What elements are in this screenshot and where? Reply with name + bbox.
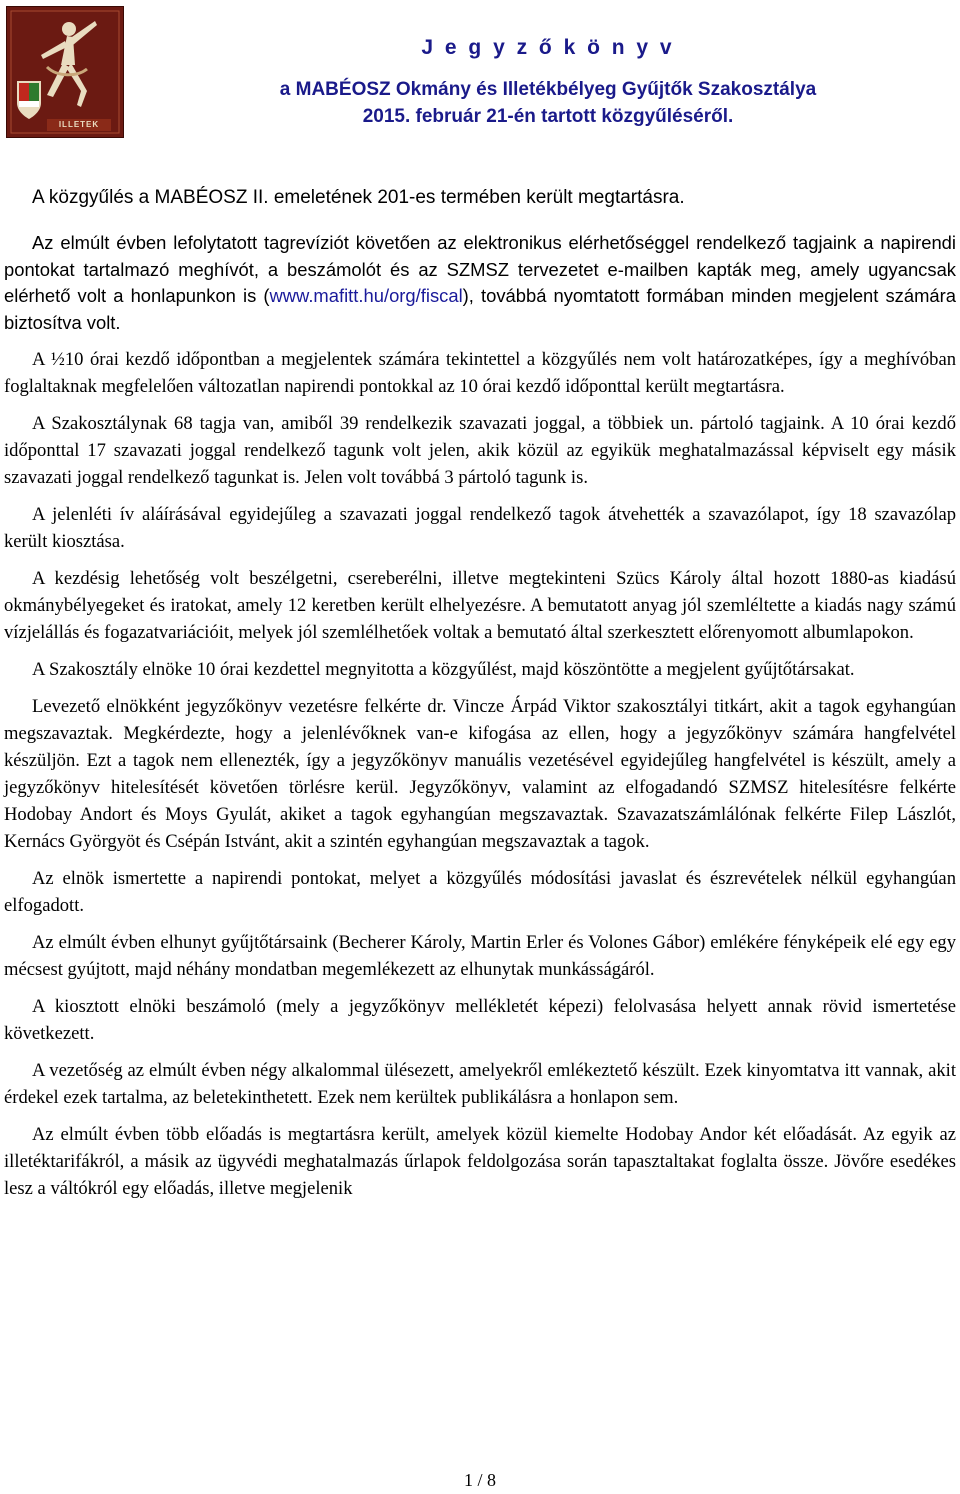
paragraph-9: Az elmúlt évben elhunyt gyűjtőtársaink (Becherer Károly, Martin Erler és Volones Gábor) emlékére fényképeik elé egy egy mécsest gyújtott, majd néhány mondatban megemlékezett az elhunytak munkásságáról. <box>4 932 956 980</box>
document-body <box>4 230 956 1212</box>
paragraph-8: Az elnök ismertette a napirendi pontokat, melyet a közgyűlés módosítási javaslat és észrevételek nélkül egyhangúan elfogadott. <box>4 868 956 916</box>
paragraph-4: A jelenléti ív aláírásával egyidejűleg a szavazati joggal rendelkező tagok átvehették a szavazólapot, így 18 szavazólap került kiosztása. <box>4 504 956 552</box>
paragraph-1-text-b: ), továbbá nyomtatott formában minden megjelent számára biztosítva volt. <box>4 285 956 333</box>
paragraph-3: A Szakosztálynak 68 tagja van, amiből 39 rendelkezik szavazati joggal, a többiek un. pártoló tagjaink. A 10 órai kezdő időponttal 17 szavazati joggal rendelkező tagunk volt jelen, akik közül az egyikük meghatalmazással képviselt egy másik szavazati joggal rendelkező tagunkat is. Jelen volt továbbá 3 pártoló tagunk is. <box>4 413 956 488</box>
subtitle-line-2: 2015. február 21-én tartott közgyűléséről. <box>362 106 734 127</box>
paragraph-6: A Szakosztály elnöke 10 órai kezdettel megnyitotta a közgyűlést, majd köszöntötte a megjelent gyűjtőtársakat. <box>32 659 855 680</box>
paragraph-11: A vezetőség az elmúlt évben négy alkalommal ülésezett, amelyekről emlékeztető készült. Ezek kinyomtatva itt vannak, akit érdekel ezek tartalma, az beletekinthetett. Ezek nem kerültek publikálásra a honlapon sem. <box>4 1060 956 1108</box>
honlap-link[interactable] <box>269 285 462 306</box>
paragraph-1-text-a: Az elmúlt évben lefolytatott tagrevíziót követően az elektronikus elérhetőséggel rendelkező tagjaink a napirendi pontokat tartalmazó meghívót, a beszámolót és az SZMSZ tervezetet e-mailben kapták meg, amely ugyancsak elérhető volt a honlapunkon is ( <box>4 232 956 306</box>
mabeosz-logo <box>6 6 124 138</box>
subtitle-line-1: a MABÉOSZ Okmány és Illetékbélyeg Gyűjtők Szakosztálya <box>279 79 817 100</box>
logo-label: ILLETEK <box>58 120 100 129</box>
paragraph-1 <box>4 230 956 336</box>
intro-line: A közgyűlés a MABÉOSZ II. emeletének 201-es termében került megtartásra. <box>32 187 685 208</box>
paragraph-12: Az elmúlt évben több előadás is megtartásra került, amelyek közül kiemelte Hodobay Andor két előadását. Az egyik az illetéktarifákról, a másik az ügyvédi meghatalmazás űrlapok feldolgozása során tapasztaltakat foglalta össze. Jövőre esedékes lesz a váltókról egy előadás, illetve megjelenik <box>4 1124 956 1199</box>
document-subtitle <box>150 76 946 130</box>
hermes-figure-illustration <box>7 7 123 137</box>
paragraph-2: A ½10 órai kezdő időpontban a megjelentek számára tekintettel a közgyűlés nem volt határozatképes, így a meghívóban foglaltaknak megfelelően változatlan napirendi pontokkal az 10 órai kezdő időponttal került megtartásra. <box>4 349 956 397</box>
link-domain: www.mafitt <box>269 285 359 306</box>
paragraph-10: A kiosztott elnöki beszámoló (mely a jegyzőkönyv mellékletét képezi) felolvasása helyett annak rövid ismertetése következett. <box>4 996 956 1044</box>
paragraph-5: A kezdésig lehetőség volt beszélgetni, csereberélni, illetve megtekinteni Szücs Károly által hozott 1880-as kiadású okmánybélyegeket és iratokat, amely 12 keretben került elhelyezésre. A bemutatott anyag jól szemléltette a kiadás nagy számú vízjelállás és fogazatvariációit, melyek jól szemlélhetőek voltak a bemutató által szerkesztett előrenyomott albumlapokon. <box>4 568 956 643</box>
link-path: .hu/org/fiscal <box>358 285 463 306</box>
document-title: J e g y z ő k ö n y v <box>421 36 675 59</box>
page-number: 1 / 8 <box>463 1470 496 1490</box>
document-header <box>150 36 946 130</box>
paragraph-7: Levezető elnökként jegyzőkönyv vezetésre felkérte dr. Vincze Árpád Viktor szakosztályi titkárt, akit a tagok egyhangúan megszavaztak. Megkérdezte, hogy a jelenlévőknek van-e kifogása az ellen, hogy a jegyzőkönyv számára hangfelvétel készüljön. Ezt a tagok nem ellenezték, így a jegyzőkönyv manuális vezetésével egyidejűleg hangfelvétel is készült, amely a jegyzőkönyv hitelesítését követően törlésre kerül. Jegyzőkönyv, valamint az elfogadandó SZMSZ hitelesítésre felkérte Hodobay Andort és Moys Gyulát, akiket a tagok egyhangúan megszavaztak. Szavazatszámlálónak felkérte Filep Lászlót, Kernács Györgyöt és Csépán Istvánt, akit a szintén egyhangúan megszavaztak a tagok. <box>4 696 956 852</box>
